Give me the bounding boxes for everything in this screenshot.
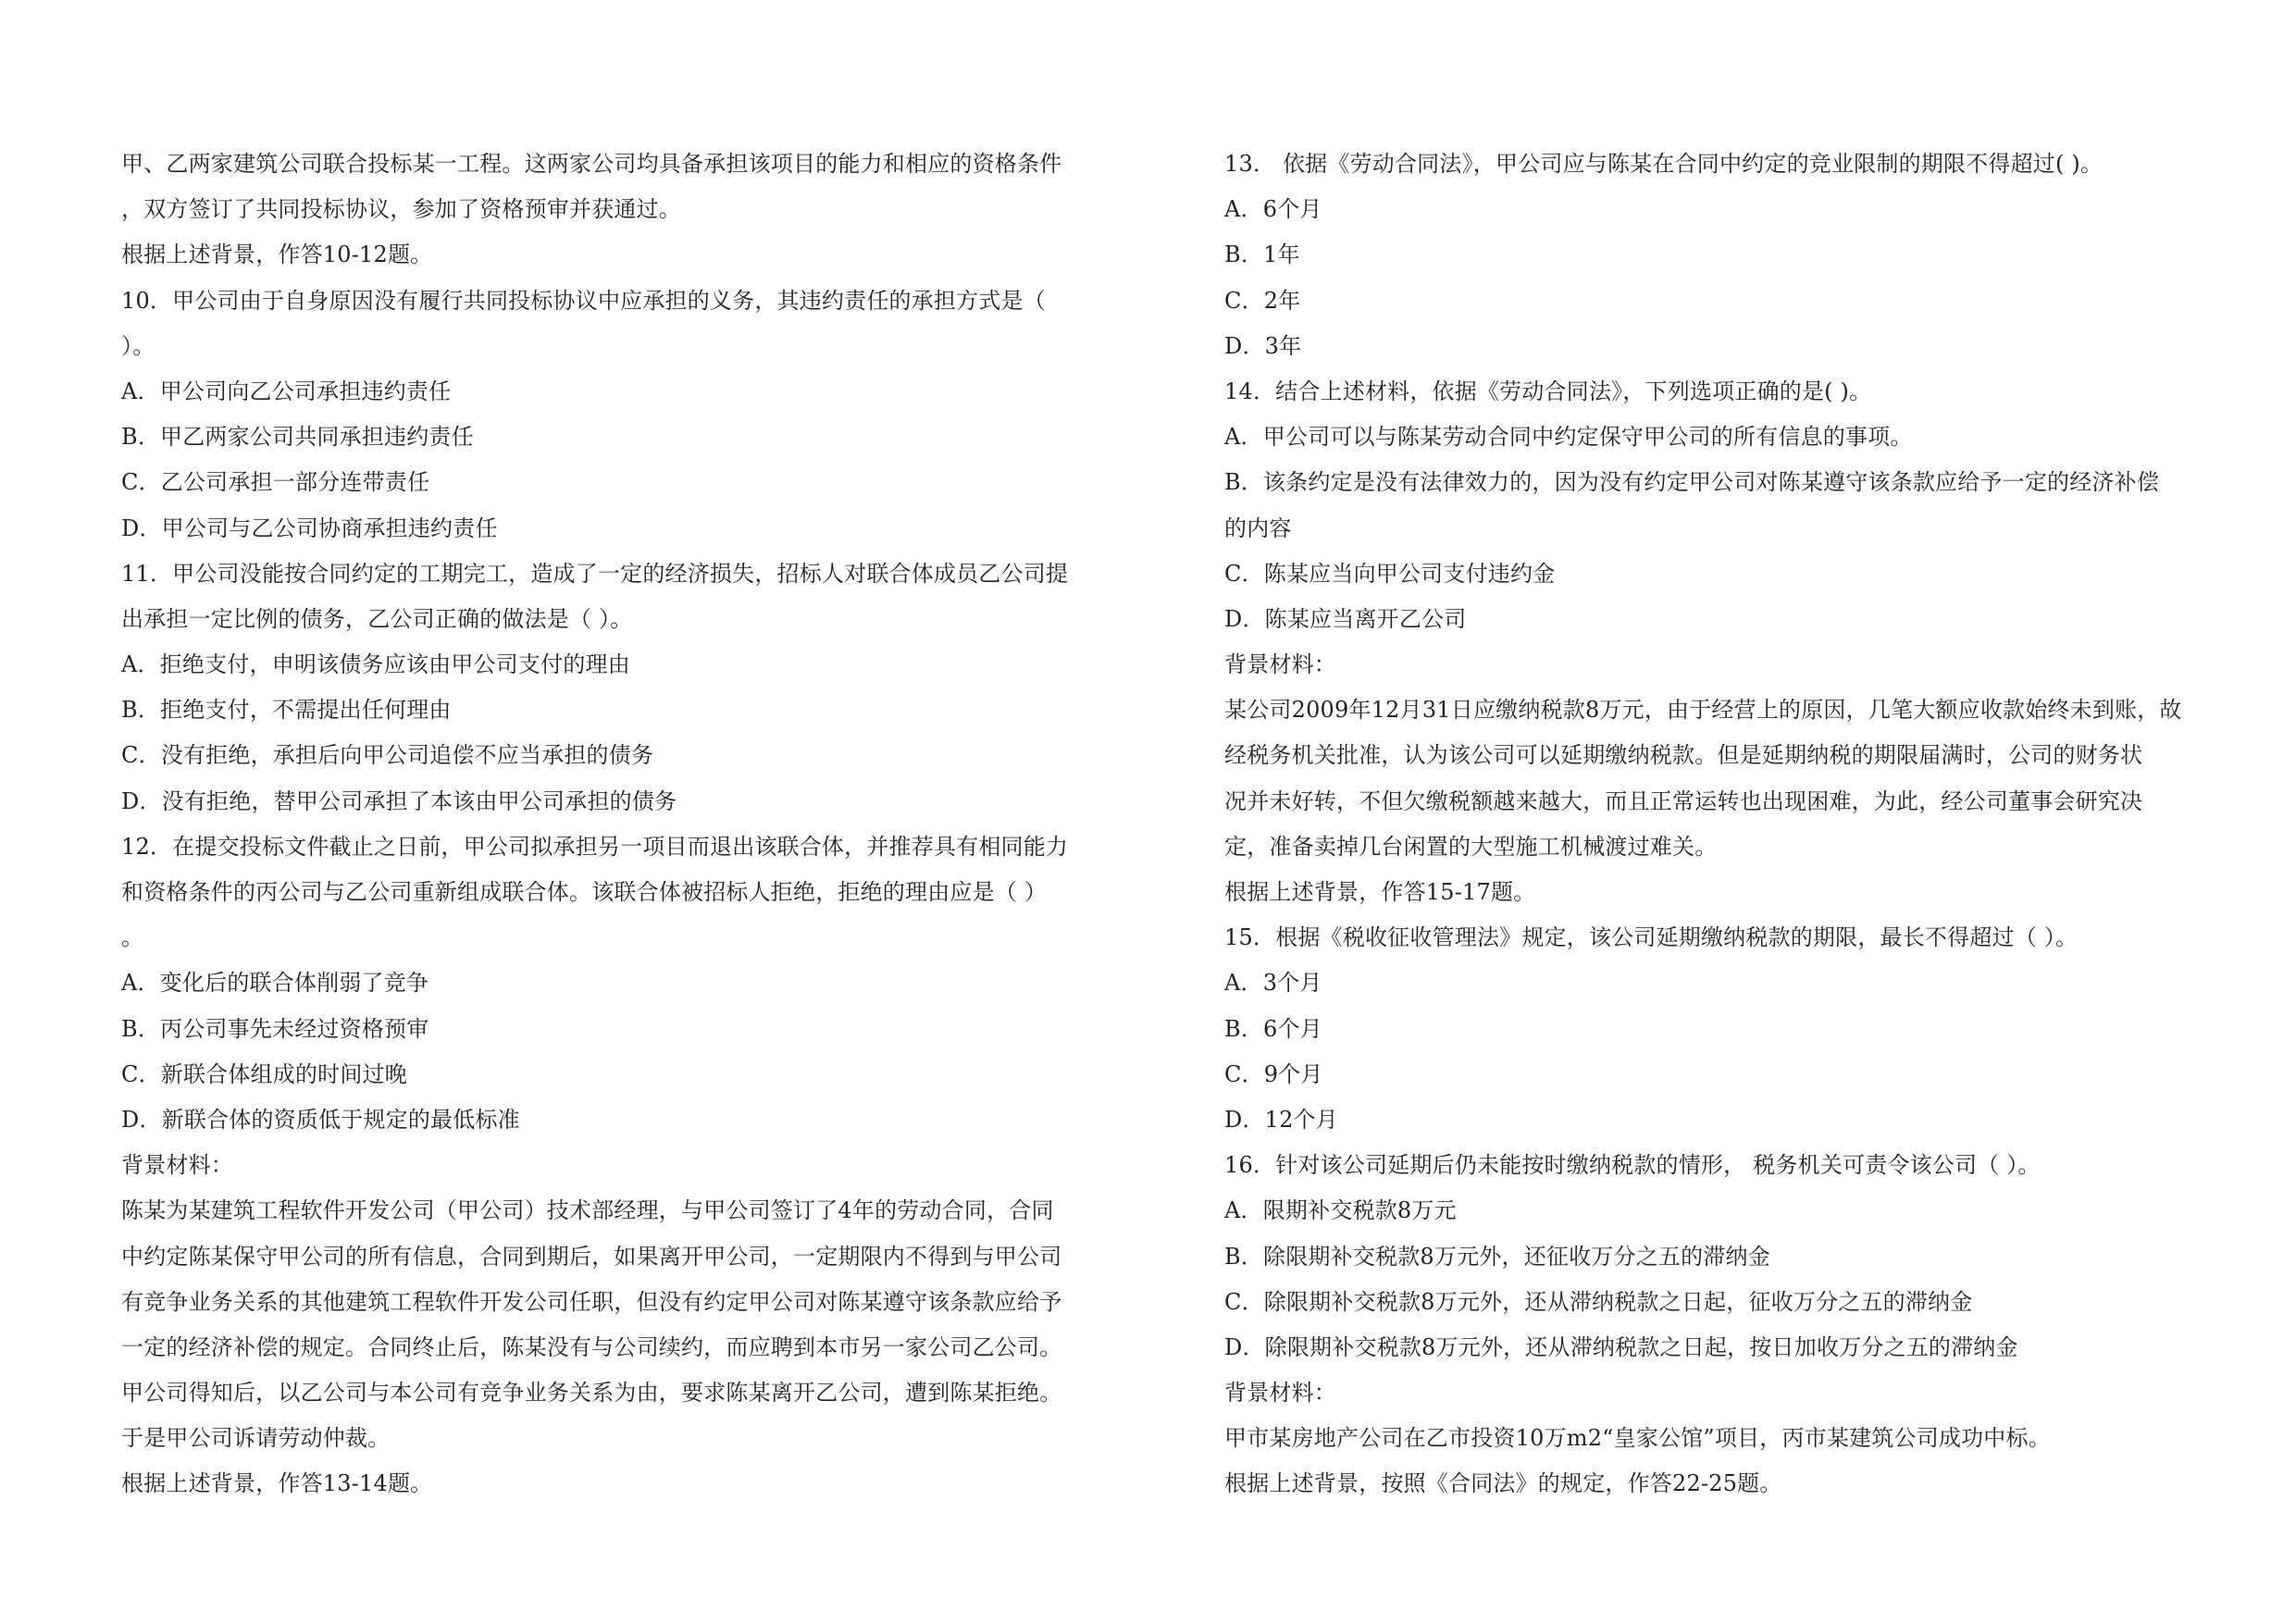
text-line: 11．甲公司没能按合同约定的工期完工，造成了一定的经济损失，招标人对联合体成员乙公司提 [121,560,1069,587]
text-line: C．陈某应当向甲公司支付违约金 [1224,560,1556,587]
text-line: B．丙公司事先未经过资格预审 [121,1015,429,1042]
text-line: C．除限期补交税款8万元外，还从滞纳税款之日起，征收万分之五的滞纳金 [1224,1288,1973,1315]
text-line: D．新联合体的资质低于规定的最低标准 [121,1106,520,1133]
text-line: A．甲公司可以与陈某劳动合同中约定保守甲公司的所有信息的事项。 [1224,424,1913,451]
text-line: 15．根据《税收征收管理法》规定，该公司延期缴纳税款的期限，最长不得超过（ ）。 [1224,924,2079,951]
text-line: 10．甲公司由于自身原因没有履行共同投标协议中应承担的义务，其违约责任的承担方式是（ [121,287,1046,314]
text-line: A．甲公司向乙公司承担违约责任 [121,378,452,404]
text-line: 某公司2009年12月31日应缴纳税款8万元，由于经营上的原因，几笔大额应收款始终未到账，故 [1224,697,2182,724]
text-line: 中约定陈某保守甲公司的所有信息，合同到期后，如果离开甲公司，一定期限内不得到与甲公司 [121,1243,1062,1270]
text-line: A．限期补交税款8万元 [1224,1197,1457,1224]
text-line: 根据上述背景，作答15-17题。 [1224,879,1536,905]
text-line: B．该条约定是没有法律效力的，因为没有约定甲公司对陈某遵守该条款应给予一定的经济补偿 [1224,469,2160,496]
text-line: D．12个月 [1224,1106,1338,1133]
text-line: B．1年 [1224,242,1300,268]
text-line: A．变化后的联合体削弱了竞争 [121,970,429,997]
text-line: 甲、乙两家建筑公司联合投标某一工程。这两家公司均具备承担该项目的能力和相应的资格条件 [121,151,1062,177]
text-line: 14．结合上述材料，依据《劳动合同法》，下列选项正确的是( )。 [1224,378,1872,404]
text-line: 根据上述背景，作答13-14题。 [121,1470,433,1497]
text-line: C．9个月 [1224,1060,1323,1087]
text-line: C．新联合体组成的时间过晚 [121,1060,407,1087]
text-line: 根据上述背景，按照《合同法》的规定，作答22-25题。 [1224,1470,1782,1497]
text-line: A．6个月 [1224,196,1322,223]
text-line: 和资格条件的丙公司与乙公司重新组成联合体。该联合体被招标人拒绝，拒绝的理由应是（ ） [121,879,1048,905]
text-line: D．没有拒绝，替甲公司承担了本该由甲公司承担的债务 [121,787,677,814]
text-line: 于是甲公司诉请劳动仲裁。 [121,1425,391,1452]
text-line: 16．针对该公司延期后仍未能按时缴纳税款的情形， 税务机关可责令该公司（ ）。 [1224,1152,2041,1179]
text-line: 甲市某房地产公司在乙市投资10万m2“皇家公馆”项目，丙市某建筑公司成功中标。 [1224,1425,2051,1452]
text-line: 有竞争业务关系的其他建筑工程软件开发公司任职，但没有约定甲公司对陈某遵守该条款应给予 [121,1288,1062,1315]
text-line: D．陈某应当离开乙公司 [1224,605,1467,632]
text-line: 背景材料： [121,1152,233,1179]
text-line: 。 [121,924,144,951]
text-line: B．拒绝支付，不需提出任何理由 [121,697,452,724]
text-line: ，双方签订了共同投标协议，参加了资格预审并获通过。 [121,196,681,223]
text-line: B．6个月 [1224,1015,1322,1042]
text-line: 陈某为某建筑工程软件开发公司（甲公司）技术部经理，与甲公司签订了4年的劳动合同，合同 [121,1197,1054,1224]
text-line: 甲公司得知后，以乙公司与本公司有竞争业务关系为由，要求陈某离开乙公司，遭到陈某拒绝。 [121,1380,1062,1407]
text-line: 的内容 [1224,514,1292,541]
left-column [121,142,1111,1507]
text-line: A．3个月 [1224,970,1322,997]
text-line: 出承担一定比例的债务，乙公司正确的做法是（ ）。 [121,605,633,632]
text-line: A．拒绝支付，申明该债务应该由甲公司支付的理由 [121,651,630,678]
text-line: D．3年 [1224,332,1302,359]
text-line: 经税务机关批准，认为该公司可以延期缴纳税款。但是延期纳税的期限届满时，公司的财务状 [1224,742,2143,769]
text-line: B．甲乙两家公司共同承担违约责任 [121,424,474,451]
text-line: 12．在提交投标文件截止之日前，甲公司拟承担另一项目而退出该联合体，并推荐具有相同能力 [121,833,1069,860]
text-line: 根据上述背景，作答10-12题。 [121,242,433,268]
text-line: C．乙公司承担一部分连带责任 [121,469,430,496]
text-line: D．甲公司与乙公司协商承担违约责任 [121,514,498,541]
text-line: 况并未好转，不但欠缴税额越来越大，而且正常运转也出现困难，为此，经公司董事会研究决 [1224,787,2143,814]
text-line: C．没有拒绝，承担后向甲公司追偿不应当承担的债务 [121,742,654,769]
right-column [1224,142,2205,1507]
text-line: B．除限期补交税款8万元外，还征收万分之五的滞纳金 [1224,1243,1770,1270]
text-line: ）。 [121,332,155,359]
text-line: 13． 依据《劳动合同法》，甲公司应与陈某在合同中约定的竞业限制的期限不得超过( )。 [1224,151,2104,177]
text-line: 定，准备卖掉几台闲置的大型施工机械渡过难关。 [1224,833,1718,860]
text-line: 背景材料： [1224,1380,1336,1407]
text-line: D．除限期补交税款8万元外，还从滞纳税款之日起，按日加收万分之五的滞纳金 [1224,1333,2018,1360]
text-line: 背景材料： [1224,651,1336,678]
text-line: C．2年 [1224,287,1301,314]
text-line: 一定的经济补偿的规定。合同终止后，陈某没有与公司续约，而应聘到本市另一家公司乙公司。 [121,1333,1062,1360]
